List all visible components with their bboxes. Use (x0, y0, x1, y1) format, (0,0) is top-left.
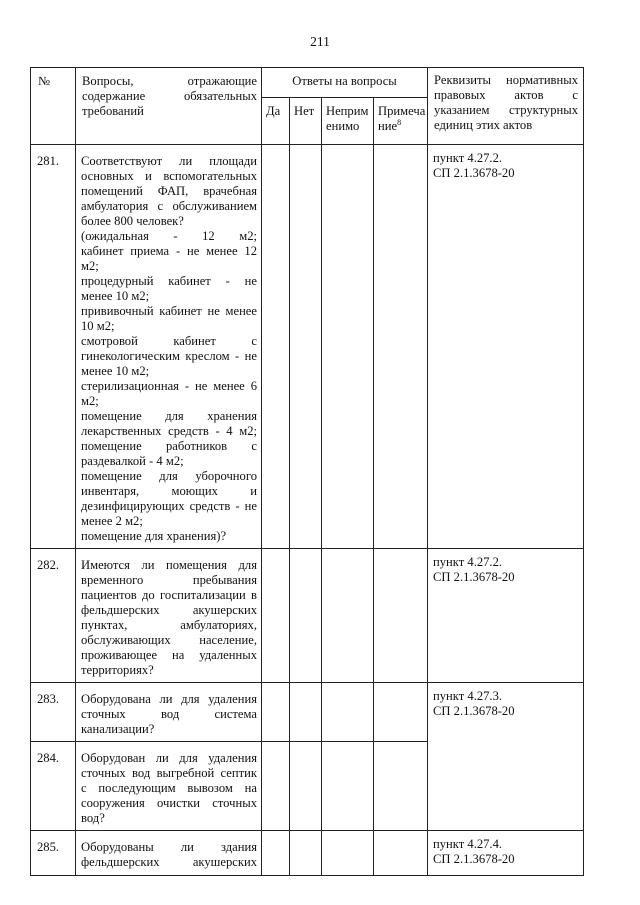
question-line: вод? (81, 811, 105, 825)
table-row (31, 549, 584, 683)
header-no: Нет (290, 98, 322, 145)
answer-no-cell[interactable] (290, 831, 322, 876)
header-note-line: Примеча (378, 104, 426, 118)
question-line: процедурный кабинет - не (81, 274, 257, 288)
header-ref-line: указанием структурных (434, 103, 579, 117)
reference-line: пункт 4.27.2. (433, 151, 503, 165)
question-line: Имеются ли помещения для (81, 558, 257, 572)
question-line: Оборудована ли для удаления (81, 692, 257, 706)
question-line: 10 м2; (81, 319, 115, 333)
row-number: 283. (31, 683, 76, 742)
reference-cell (428, 549, 584, 683)
table-row (31, 831, 584, 876)
question-line: территориях? (81, 663, 154, 677)
header-question (76, 68, 262, 145)
question-line: помещение для хранения (81, 409, 257, 423)
reference-line: СП 2.1.3678-20 (433, 852, 515, 866)
question-line: помещение для хранения)? (81, 529, 227, 543)
header-note-line: ние (378, 119, 398, 133)
question-line: пунктах, амбулаториях, (81, 618, 257, 632)
question-line: м2; (81, 259, 99, 273)
answer-yes-cell[interactable] (262, 831, 290, 876)
reference-cell (428, 145, 584, 549)
header-ref-line: правовых актов с (434, 88, 579, 102)
question-line: помещений ФАП, врачебная (81, 184, 257, 198)
question-line: пациентов до госпитализации в (81, 588, 257, 602)
note-cell[interactable] (374, 831, 428, 876)
footnote-marker: 8 (397, 117, 402, 127)
answer-no-cell[interactable] (290, 742, 322, 831)
row-number: 285. (31, 831, 76, 876)
checklist-table (30, 67, 584, 876)
question-line: сточных вод система (81, 707, 257, 721)
question-line: м2; (81, 394, 99, 408)
answer-na-cell[interactable] (322, 683, 374, 742)
answer-na-cell[interactable] (322, 742, 374, 831)
answer-yes-cell[interactable] (262, 145, 290, 549)
header-yes: Да (262, 98, 290, 145)
table-row (31, 145, 584, 549)
header-note (374, 98, 428, 145)
answer-yes-cell[interactable] (262, 742, 290, 831)
answer-no-cell[interactable] (290, 549, 322, 683)
question-cell (76, 742, 262, 831)
question-cell (76, 831, 262, 876)
answer-no-cell[interactable] (290, 683, 322, 742)
question-line: амбулатория с обслуживанием (81, 199, 257, 213)
question-line: помещение для уборочного (81, 469, 257, 483)
question-line: менее 10 м2; (81, 289, 150, 303)
question-line: Оборудован ли для удаления (81, 751, 257, 765)
reference-line: СП 2.1.3678-20 (433, 704, 515, 718)
question-line: стерилизационная - не менее 6 (81, 379, 257, 393)
question-cell (76, 145, 262, 549)
question-line: более 800 человек? (81, 214, 184, 228)
answer-no-cell[interactable] (290, 145, 322, 549)
header-question-line: Вопросы, отражающие (82, 74, 257, 88)
header-ref-line: Реквизиты нормативных (434, 73, 579, 87)
reference-line: СП 2.1.3678-20 (433, 166, 515, 180)
question-line: прививочный кабинет не менее (81, 304, 257, 318)
question-line: фельдшерских акушерских (81, 855, 257, 869)
row-number: 282. (31, 549, 76, 683)
question-line: с последующим вывозом на (81, 781, 257, 795)
header-na-line: Неприм (326, 104, 369, 118)
question-line: помещение работников с (81, 439, 257, 453)
header-question-line: содержание обязательных (82, 89, 257, 103)
note-cell[interactable] (374, 549, 428, 683)
question-line: обслуживающих население, (81, 633, 257, 647)
header-num: № (31, 68, 76, 145)
reference-cell (428, 831, 584, 876)
row-number: 284. (31, 742, 76, 831)
answer-na-cell[interactable] (322, 145, 374, 549)
answer-yes-cell[interactable] (262, 683, 290, 742)
question-line: раздевалкой - 4 м2; (81, 454, 184, 468)
header-ref-line: единиц этих актов (434, 118, 533, 132)
header-na-line: енимо (326, 119, 360, 133)
note-cell[interactable] (374, 683, 428, 742)
note-cell[interactable] (374, 742, 428, 831)
header-question-line: требований (82, 104, 144, 118)
question-line: Оборудованы ли здания (81, 840, 257, 854)
question-line: проживающее на удаленных (81, 648, 257, 662)
row-number: 281. (31, 145, 76, 549)
question-cell (76, 683, 262, 742)
header-references (428, 68, 584, 145)
question-line: фельдшерских акушерских (81, 603, 257, 617)
question-cell (76, 549, 262, 683)
question-line: лекарственных средств - 4 м2; (81, 424, 257, 438)
question-line: гинекологическим креслом - не (81, 349, 257, 363)
question-line: менее 2 м2; (81, 514, 143, 528)
question-line: менее 10 м2; (81, 364, 150, 378)
question-line: временного пребывания (81, 573, 257, 587)
reference-line: пункт 4.27.4. (433, 837, 503, 851)
question-line: (ожидальная - 12 м2; (81, 229, 257, 243)
header-not-applicable (322, 98, 374, 145)
header-answers: Ответы на вопросы (262, 68, 428, 98)
table-row (31, 683, 584, 742)
header-row-1 (31, 68, 584, 98)
page-number: 211 (310, 34, 330, 49)
question-line: кабинет приема - не менее 12 (81, 244, 257, 258)
answer-na-cell[interactable] (322, 831, 374, 876)
answer-na-cell[interactable] (322, 549, 374, 683)
reference-line: пункт 4.27.3. (433, 689, 503, 703)
question-line: инвентаря, моющих и (81, 484, 257, 498)
question-line: канализации? (81, 722, 155, 736)
question-line: дезинфицирующих средств - не (81, 499, 257, 513)
question-line: основных и вспомогательных (81, 169, 257, 183)
answer-yes-cell[interactable] (262, 549, 290, 683)
question-line: Соответствуют ли площади (81, 154, 257, 168)
reference-line: СП 2.1.3678-20 (433, 570, 515, 584)
note-cell[interactable] (374, 145, 428, 549)
reference-line: пункт 4.27.2. (433, 555, 503, 569)
question-line: смотровой кабинет с (81, 334, 257, 348)
question-line: сооружения очистки сточных (81, 796, 257, 810)
reference-cell (428, 683, 584, 831)
question-line: сточных вод выгребной септик (81, 766, 257, 780)
